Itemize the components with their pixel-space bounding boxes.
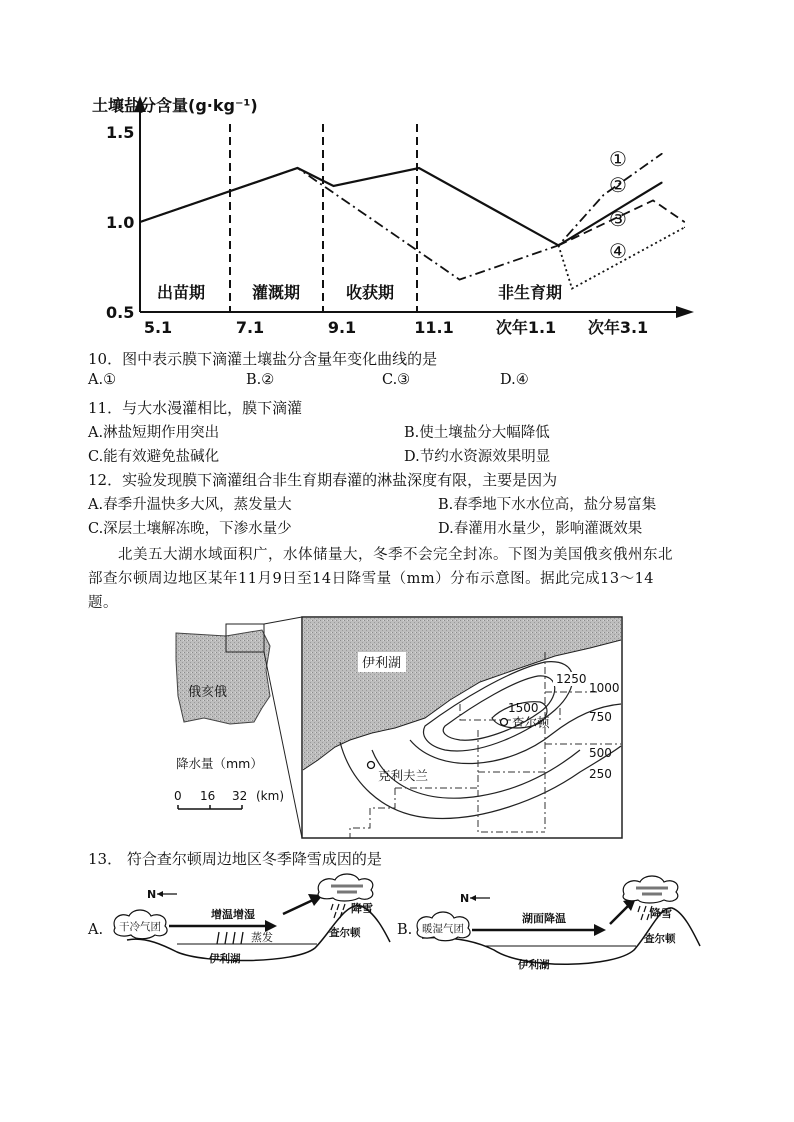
legend-label: 降水量（mm）	[176, 756, 263, 771]
lake-label-a: 伊利湖	[209, 953, 241, 965]
scale-0: 0	[174, 789, 182, 803]
q12-option-c[interactable]: C.深层土壤解冻晚，下渗水量少	[88, 521, 292, 537]
q11-option-b[interactable]: B.使土壤盐分大幅降低	[404, 425, 550, 441]
y-tick-label-2: 1.5	[106, 123, 135, 142]
x-tick-label-3: 11.1	[414, 318, 454, 337]
north-arrowhead-a	[157, 891, 163, 897]
q12-stem: 12．实验发现膜下滴灌组合非生育期春灌的淋盐深度有限，主要是因为	[88, 471, 558, 489]
salt-chart	[0, 0, 794, 345]
q10-option-c[interactable]: C.③	[382, 372, 411, 388]
period-label-2: 收获期	[345, 283, 395, 302]
scale-32: 32	[232, 789, 248, 803]
x-tick-label-2: 9.1	[327, 318, 357, 337]
q11-stem: 11．与大水漫灌相比，膜下滴灌	[88, 399, 303, 417]
iso-label-250: 250	[589, 767, 612, 781]
north-arrowhead-b	[470, 895, 476, 901]
iso-label-1000: 1000	[589, 681, 620, 695]
x-axis-arrow	[676, 306, 694, 318]
series-2-point-0	[139, 221, 140, 222]
q13-option-a-label[interactable]: A.	[88, 922, 104, 938]
air-mass-label-b: 暖湿气团	[422, 923, 464, 935]
q12-option-d[interactable]: D.春灌用水量少，影响灌溉效果	[438, 521, 643, 537]
series-label-4: ④	[609, 239, 627, 263]
scale-16: 16	[200, 789, 216, 803]
lake-label-b: 伊利湖	[518, 959, 550, 971]
q10-stem: 10．图中表示膜下滴灌土壤盐分含量年变化曲线的是	[88, 350, 438, 368]
q13-option-b-label[interactable]: B.	[397, 922, 413, 938]
city-label-a: 查尔顿	[329, 927, 361, 939]
ohio-shape	[176, 630, 270, 724]
leader-bottom	[264, 652, 302, 838]
charleton-marker	[501, 719, 508, 726]
series-2-point-1	[297, 167, 298, 168]
state-label: 俄亥俄	[188, 685, 228, 700]
y-axis-label: 土壤盐分含量(g·kg⁻¹)	[92, 96, 258, 115]
q10-option-b[interactable]: B.②	[246, 372, 275, 388]
north-label-a: N	[147, 888, 157, 901]
q13-diagram-a[interactable]	[105, 872, 395, 972]
iso-label-750: 750	[589, 710, 612, 724]
x-tick-label-4: 次年1.1	[495, 318, 557, 337]
lake-label: 伊利湖	[362, 656, 402, 671]
series-4-point-1	[571, 288, 572, 289]
period-label-1: 灌溉期	[251, 283, 301, 302]
y-tick-label-0: 0.5	[106, 303, 135, 322]
q12-option-b[interactable]: B.春季地下水水位高，盐分易富集	[438, 497, 657, 513]
charleton-label: 查尔顿	[512, 715, 550, 730]
series-1-point-2	[459, 279, 460, 280]
snow-label-a: 降雪	[351, 902, 373, 915]
q10-option-a[interactable]: A.①	[88, 372, 117, 388]
intro-line-1: 北美五大湖水域面积广，水体储量大，冬季不会完全封冻。下图为美国俄亥俄州东北	[118, 547, 673, 563]
evaporation-arrows	[217, 932, 243, 944]
q11-option-c[interactable]: C.能有效避免盐碱化	[88, 449, 220, 465]
process-label-b: 湖面降温	[522, 912, 566, 925]
snow-label-b: 降雪	[650, 907, 672, 920]
scale-unit: (km)	[256, 789, 285, 803]
flow-arrow-b2	[610, 906, 628, 924]
leader-top	[264, 617, 302, 624]
air-mass-label-a: 干冷气团	[119, 921, 161, 933]
q10-option-d[interactable]: D.④	[500, 372, 529, 388]
cleveland-label: 克利夫兰	[378, 768, 429, 783]
series-2-point-5	[661, 182, 662, 183]
x-tick-label-5: 次年3.1	[587, 318, 649, 337]
series-3-point-1	[652, 200, 653, 201]
q13-diagram-b[interactable]	[414, 872, 704, 972]
iso-label-1250: 1250	[556, 672, 587, 686]
period-label-3: 非生育期	[497, 283, 563, 302]
snowfall-map	[0, 600, 794, 840]
period-label-0: 出苗期	[156, 283, 206, 302]
q12-option-a[interactable]: A.春季升温快多大风，蒸发量大	[88, 497, 292, 513]
flow-arrowhead-b1	[594, 924, 606, 936]
series-2-point-2	[333, 185, 334, 186]
series-4-point-2	[684, 227, 685, 228]
series-1-point-5	[661, 153, 662, 154]
q13-stem: 13． 符合查尔顿周边地区冬季降雪成因的是	[88, 850, 382, 868]
cleveland-marker	[368, 762, 375, 769]
x-tick-label-1: 7.1	[235, 318, 265, 337]
q11-option-a[interactable]: A.淋盐短期作用突出	[88, 425, 220, 441]
series-3-point-2	[684, 221, 685, 222]
series-2-point-3	[418, 167, 419, 168]
series-4-point-0	[558, 245, 559, 246]
city-label-b: 查尔顿	[644, 933, 676, 945]
iso-label-500: 500	[589, 746, 612, 760]
snowfall-marks-a	[331, 904, 345, 918]
series-line-2	[140, 168, 662, 245]
evap-label: 蒸发	[251, 931, 273, 944]
series-1-point-4	[603, 194, 604, 195]
intro-line-3: 题。	[88, 595, 118, 611]
series-label-2: ②	[609, 173, 627, 197]
series-label-1: ①	[609, 147, 627, 171]
north-label-b: N	[460, 892, 470, 905]
x-tick-label-0: 5.1	[143, 318, 173, 337]
q11-option-d[interactable]: D.节约水资源效果明显	[404, 449, 551, 465]
iso-label-1500: 1500	[508, 701, 539, 715]
y-tick-label-1: 1.0	[106, 213, 135, 232]
flow-arrow-a2	[283, 900, 313, 914]
series-label-3: ③	[609, 207, 627, 231]
intro-line-2: 部查尔顿周边地区某年11月9日至14日降雪量（mm）分布示意图。据此完成13～14	[88, 571, 655, 587]
process-label-a: 增温增湿	[211, 908, 255, 921]
